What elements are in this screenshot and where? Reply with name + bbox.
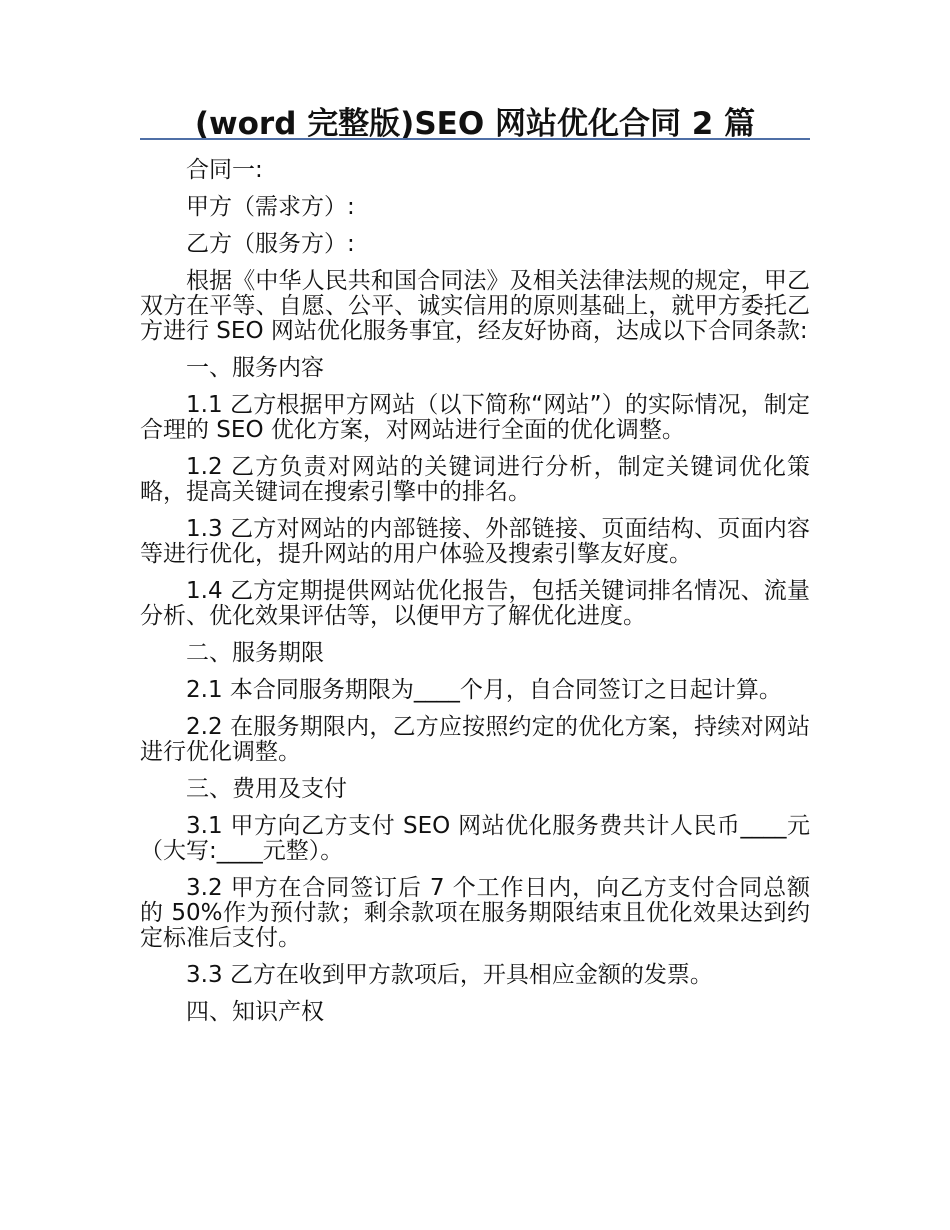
clause-1-1: 1.1 乙方根据甲方网站（以下简称“网站”）的实际情况，制定合理的 SEO 优化方案，对网站进行全面的优化调整。 [140, 392, 810, 443]
section-heading-service-term: 二、服务期限 [186, 640, 324, 666]
section-heading-service-content: 一、服务内容 [186, 355, 324, 381]
paragraph-contract-one: 合同一: [186, 157, 263, 183]
clause-1-3: 1.3 乙方对网站的内部链接、外部链接、页面结构、页面内容等进行优化，提升网站的用户体验及搜索引擎友好度。 [140, 516, 810, 567]
document-body [140, 158, 810, 1037]
paragraph-preamble: 根据《中华人民共和国合同法》及相关法律法规的规定，甲乙双方在平等、自愿、公平、诚实信用的原则基础上，就甲方委托乙方进行 SEO 网站优化服务事宜，经友好协商，达成以下合同条款: [140, 268, 810, 344]
paragraph-party-a: 甲方（需求方）: [186, 194, 355, 220]
paragraph-party-b: 乙方（服务方）: [186, 231, 355, 257]
clause-3-2: 3.2 甲方在合同签订后 7 个工作日内，向乙方支付合同总额的 50%作为预付款；剩余款项在服务期限结束且优化效果达到约定标准后支付。 [140, 875, 810, 951]
clause-3-3: 3.3 乙方在收到甲方款项后，开具相应金额的发票。 [186, 962, 713, 988]
clause-3-1: 3.1 甲方向乙方支付 SEO 网站优化服务费共计人民币____元（大写:____元整）。 [140, 813, 810, 864]
clause-1-4: 1.4 乙方定期提供网站优化报告，包括关键词排名情况、流量分析、优化效果评估等，以便甲方了解优化进度。 [140, 578, 810, 629]
clause-1-2: 1.2 乙方负责对网站的关键词进行分析，制定关键词优化策略，提高关键词在搜索引擎中的排名。 [140, 454, 810, 505]
clause-2-2: 2.2 在服务期限内，乙方应按照约定的优化方案，持续对网站进行优化调整。 [140, 714, 810, 765]
section-heading-fees-payment: 三、费用及支付 [186, 776, 347, 802]
section-heading-intellectual-property: 四、知识产权 [186, 999, 324, 1025]
document-title: (word 完整版)SEO 网站优化合同 2 篇 [194, 106, 756, 142]
clause-2-1: 2.1 本合同服务期限为____个月，自合同签订之日起计算。 [186, 677, 782, 703]
title-underline [140, 138, 810, 140]
